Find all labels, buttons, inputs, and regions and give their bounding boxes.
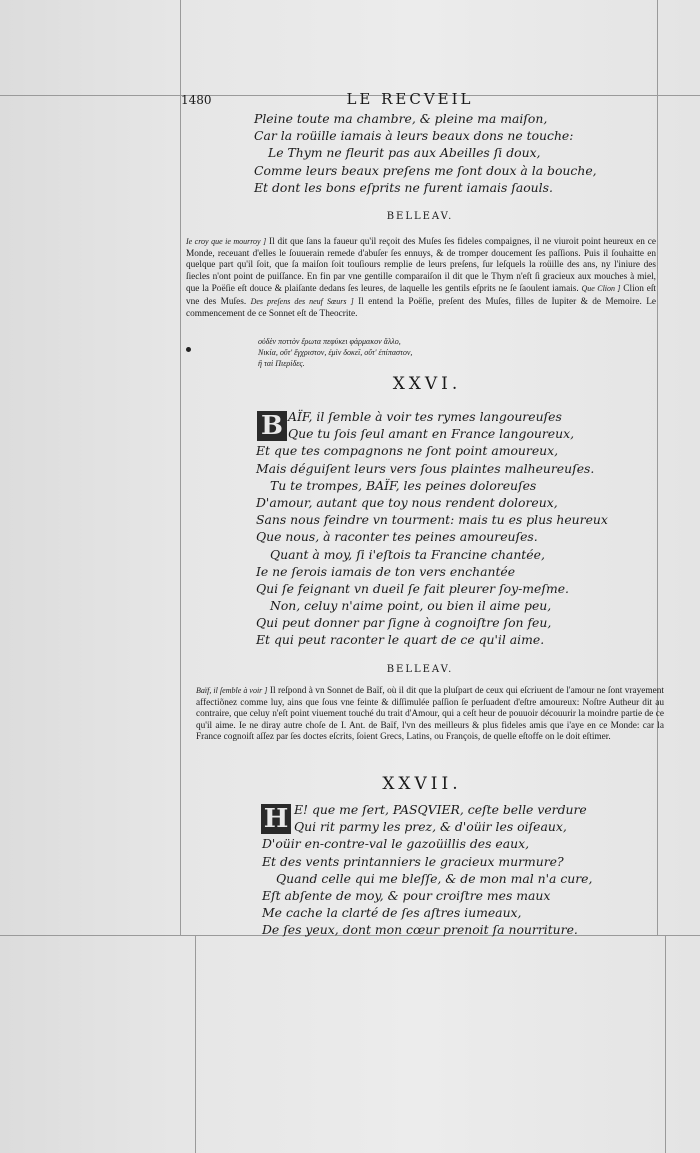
- commentary-lead: Que Clion ]: [581, 284, 621, 294]
- greek-quotation: [258, 336, 412, 369]
- commentary-lead: Ie croy que ie mourroy ]: [186, 237, 267, 246]
- frame-line-right: [657, 0, 658, 935]
- commentary-heading: BELLEAV.: [386, 664, 454, 675]
- verse-line: Et qui peut raconter le quart de ce qu'il aime.: [256, 632, 545, 648]
- frame-line-left: [180, 0, 181, 935]
- frame-line-right-lower: [665, 935, 666, 1153]
- commentary-text: Il dit que ſans la faueur qu'il reçoit des Muſes ſes fideles compaignes, il ne viuroit point heureux en ce Monde, receuant d'elles le ſouuerain remede d'abuſer ſes ennuys, & de tromper doucement ſes paſſions. Puis il ſouhaitte en quelque part qu'il ſoit, que ſa maiſon ſoit touſiours remplie de leurs preſens, ſur leſquels la roüille des ans, ny l'iniure des ſiecles n'ont point de puiſſance. En fin par vne gentille comparaiſon il dit que le Thym n'eſt ſi gracieux aux mouches à miel, que la Poëſie eſt douce & plaiſante dedans ſes leures, de laquelle les gentils eſprits ne ſe ſaoulent iamais.: [186, 237, 657, 295]
- commentary-belleau-2: [196, 685, 664, 744]
- verse-line: Le Thym ne fleurit pas aux Abeilles ſi doux,: [268, 145, 541, 161]
- commentary-lead: Des preſens des neuf Sœurs ]: [250, 296, 354, 306]
- verse-line: Eſt abſente de moy, & pour croiſtre mes maux: [262, 887, 551, 903]
- verse-line: D'amour, autant que toy nous rendent doloreux,: [256, 494, 558, 510]
- verse-line: Pleine toute ma chambre, & pleine ma maiſon,: [254, 111, 548, 126]
- verse-line: Comme leurs beaux preſens me ſont doux à la bouche,: [254, 162, 597, 178]
- verse-line: Que nous, à raconter tes peines amoureuſes.: [256, 529, 538, 545]
- verse-top: [254, 110, 597, 196]
- greek-line: ἢ ταὶ Πιερίδες.: [258, 359, 305, 368]
- dropcap-h: H: [261, 804, 291, 834]
- verse-line: De ſes yeux, dont mon cœur prenoit ſa nourriture.: [262, 922, 578, 938]
- verse-line: Et que tes compagnons ne ſont point amoureux,: [256, 443, 559, 459]
- frame-line-left-lower: [195, 935, 196, 1153]
- commentary-text: Il reſpond à vn Sonnet de Baïf, où il dit que la pluſpart de ceux qui eſcriuent de l'amour ne ſont vrayement affectiõnez comme luy, ains que ſous vne feinte & diſſimulée paſſion ſe perſuadent d'eſtre amoureux: Noſtre Autheur dit au contraire, que celuy n'eſt point viuement touché du trait d'Amour, qui a ceſt heur de pouuoir découurir la moindre partie de ce qu'il aime. Ie ne diray autre choſe de I. Ant. de Baïf, l'vn des meilleurs & plus fideles amis que i'aye en ce Monde: car la France cognoiſt aſſez par ſes doctes eſcrits, ſoient Grecs, Latins, ou François, de quelle eſtoffe on le doit eſtimer.: [196, 686, 664, 743]
- commentary-text: Clion eſt vne des Muſes.: [186, 284, 656, 307]
- greek-line: Νικία, οὔτ' ἔγχριστον, ἐμὶν δοκεῖ, οὔτ' ἐπίπαστον,: [258, 348, 413, 357]
- verse-line: Quand celle qui me bleſſe, & de mon mal n'a cure,: [276, 870, 593, 886]
- page-number: 1480: [181, 93, 212, 107]
- verse-line: Non, celuy n'aime point, ou bien il aime peu,: [270, 598, 552, 614]
- commentary-belleau-1: [186, 236, 656, 320]
- verse-line: Mais déguiſent leurs vers ſous plaintes malheureuſes.: [256, 460, 595, 476]
- margin-mark: [186, 347, 191, 352]
- verse-line: Tu te trompes, BAÏF, les peines doloreuſes: [270, 477, 537, 493]
- sonnet-27: [262, 801, 592, 939]
- verse-line: Et dont les bons eſprits ne furent iamais ſaouls.: [254, 179, 553, 195]
- sonnet-26: [256, 408, 608, 649]
- verse-line: D'oüir en-contre-val le gazoüillis des eaux,: [262, 836, 530, 852]
- verse-line: Ie ne ſerois iamais de ton vers enchantée: [256, 563, 516, 579]
- dropcap-b: B: [257, 411, 287, 441]
- verse-line: Qui peut donner par ſigne à cognoiſtre ſon feu,: [256, 615, 552, 631]
- verse-line: Quant à moy, ſi i'eſtois ta Francine chantée,: [270, 546, 545, 562]
- greek-line: οὐδὲν ποττὸν ἔρωτα πεφύκει φάρμακον ἄλλο,: [258, 337, 401, 346]
- running-head: LE RECVEIL: [346, 90, 474, 108]
- sonnet-number: XXVII.: [382, 774, 462, 794]
- verse-line: Sans nous feindre vn tourment: mais tu es plus heureux: [256, 512, 608, 528]
- commentary-heading: BELLEAV.: [386, 211, 454, 222]
- verse-line: Car la roüille iamais à leurs beaux dons ne touche:: [254, 128, 574, 144]
- verse-line: AÏF, il ſemble à voir tes rymes langoureuſes: [288, 409, 562, 424]
- verse-line: Que tu ſois ſeul amant en France langoureux,: [288, 426, 575, 442]
- verse-line: Qui ſe feignant vn dueil ſe fait pleurer ſoy-meſme.: [256, 580, 569, 596]
- verse-line: Me cache la clarté de ſes aſtres iumeaux,: [262, 905, 522, 921]
- sonnet-number: XXVI.: [392, 374, 462, 394]
- commentary-text: Il entend la Poëſie, preſent des Muſes, filles de Iupiter & de Memoire. Le commencement de ce Sonnet eſt de Theocrite.: [186, 296, 657, 319]
- commentary-lead: Baïf, il ſemble à voir ]: [196, 686, 268, 695]
- verse-line: E! que me ſert, PASQVIER, ceſte belle verdure: [294, 802, 587, 817]
- verse-line: Qui rit parmy les prez, & d'oüir les oiſeaux,: [294, 819, 567, 835]
- verse-line: Et des vents printanniers le gracieux murmure?: [262, 853, 564, 869]
